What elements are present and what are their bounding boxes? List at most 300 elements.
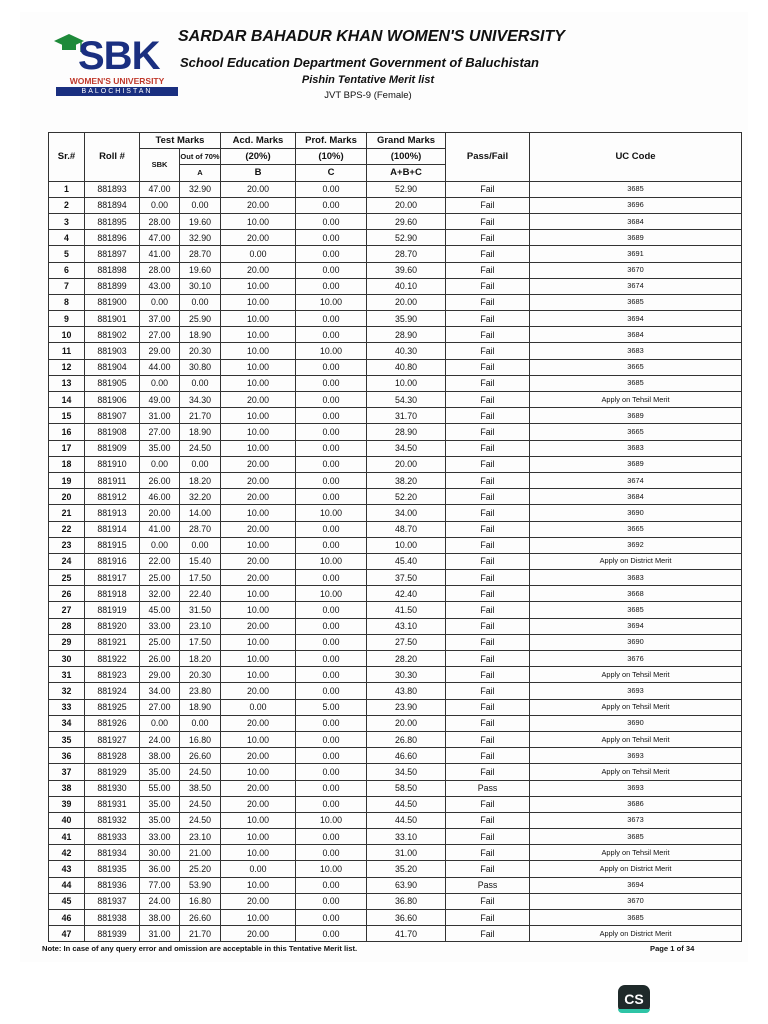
cell-grand: 58.50 bbox=[367, 780, 446, 796]
cell-prof: 10.00 bbox=[296, 812, 367, 828]
cell-sr: 37 bbox=[49, 764, 85, 780]
cell-prof: 0.00 bbox=[296, 715, 367, 731]
cell-prof: 0.00 bbox=[296, 893, 367, 909]
cell-roll: 881894 bbox=[85, 197, 140, 213]
cell-out-of-70: 21.70 bbox=[180, 408, 221, 424]
cell-grand: 37.50 bbox=[367, 570, 446, 586]
cell-sbk: 33.00 bbox=[140, 618, 180, 634]
cell-grand: 20.00 bbox=[367, 197, 446, 213]
cell-sbk: 0.00 bbox=[140, 715, 180, 731]
cell-roll: 881918 bbox=[85, 586, 140, 602]
cell-pass-fail: Fail bbox=[446, 570, 530, 586]
cell-prof: 0.00 bbox=[296, 618, 367, 634]
cell-acd: 20.00 bbox=[221, 456, 296, 472]
cell-sr: 47 bbox=[49, 926, 85, 942]
cell-pass-fail: Fail bbox=[446, 197, 530, 213]
cell-pass-fail: Fail bbox=[446, 327, 530, 343]
cell-sr: 40 bbox=[49, 812, 85, 828]
col-prof: Prof. Marks bbox=[296, 133, 367, 149]
cell-roll: 881914 bbox=[85, 521, 140, 537]
cell-acd: 20.00 bbox=[221, 683, 296, 699]
cell-prof: 0.00 bbox=[296, 748, 367, 764]
cell-prof: 0.00 bbox=[296, 246, 367, 262]
cell-sbk: 38.00 bbox=[140, 910, 180, 926]
cell-roll: 881904 bbox=[85, 359, 140, 375]
cell-grand: 43.10 bbox=[367, 618, 446, 634]
cell-grand: 39.60 bbox=[367, 262, 446, 278]
cell-roll: 881893 bbox=[85, 181, 140, 197]
cell-pass-fail: Fail bbox=[446, 602, 530, 618]
table-row bbox=[49, 553, 742, 569]
cell-sbk: 41.00 bbox=[140, 521, 180, 537]
cell-pass-fail: Fail bbox=[446, 294, 530, 310]
cell-sr: 24 bbox=[49, 553, 85, 569]
table-row bbox=[49, 812, 742, 828]
cell-sr: 15 bbox=[49, 408, 85, 424]
cell-acd: 20.00 bbox=[221, 618, 296, 634]
cell-uc-code: 3670 bbox=[530, 262, 742, 278]
cell-acd: 10.00 bbox=[221, 294, 296, 310]
cell-sr: 11 bbox=[49, 343, 85, 359]
cell-pass-fail: Fail bbox=[446, 618, 530, 634]
table-row bbox=[49, 521, 742, 537]
cell-pass-fail: Fail bbox=[446, 845, 530, 861]
table-row bbox=[49, 780, 742, 796]
cell-out-of-70: 32.20 bbox=[180, 489, 221, 505]
table-row bbox=[49, 489, 742, 505]
cell-acd: 20.00 bbox=[221, 197, 296, 213]
cell-acd: 10.00 bbox=[221, 602, 296, 618]
cell-pass-fail: Fail bbox=[446, 424, 530, 440]
cell-out-of-70: 23.80 bbox=[180, 683, 221, 699]
cell-roll: 881935 bbox=[85, 861, 140, 877]
camscanner-badge[interactable] bbox=[618, 985, 650, 1013]
cell-grand: 36.80 bbox=[367, 893, 446, 909]
cell-out-of-70: 28.70 bbox=[180, 246, 221, 262]
cell-sbk: 27.00 bbox=[140, 699, 180, 715]
cell-acd: 0.00 bbox=[221, 246, 296, 262]
cell-uc-code: 3685 bbox=[530, 602, 742, 618]
cell-roll: 881937 bbox=[85, 893, 140, 909]
cell-grand: 35.20 bbox=[367, 861, 446, 877]
cell-pass-fail: Fail bbox=[446, 553, 530, 569]
cell-out-of-70: 0.00 bbox=[180, 294, 221, 310]
cell-prof: 5.00 bbox=[296, 699, 367, 715]
cell-pass-fail: Pass bbox=[446, 877, 530, 893]
cell-roll: 881926 bbox=[85, 715, 140, 731]
cell-acd: 10.00 bbox=[221, 343, 296, 359]
cell-sbk: 28.00 bbox=[140, 213, 180, 229]
cell-grand: 63.90 bbox=[367, 877, 446, 893]
logo-band: BALOCHISTAN bbox=[56, 87, 178, 96]
col-abc: A+B+C bbox=[367, 165, 446, 181]
cell-prof: 0.00 bbox=[296, 408, 367, 424]
cell-prof: 10.00 bbox=[296, 586, 367, 602]
cell-prof: 0.00 bbox=[296, 634, 367, 650]
col-roll: Roll # bbox=[85, 133, 140, 182]
cell-grand: 28.90 bbox=[367, 327, 446, 343]
cell-acd: 0.00 bbox=[221, 861, 296, 877]
cell-roll: 881903 bbox=[85, 343, 140, 359]
cell-acd: 10.00 bbox=[221, 278, 296, 294]
cell-roll: 881925 bbox=[85, 699, 140, 715]
cell-sbk: 25.00 bbox=[140, 634, 180, 650]
cell-uc-code: 3690 bbox=[530, 634, 742, 650]
cell-acd: 20.00 bbox=[221, 521, 296, 537]
cell-sr: 29 bbox=[49, 634, 85, 650]
cell-roll: 881932 bbox=[85, 812, 140, 828]
cell-uc-code: 3686 bbox=[530, 796, 742, 812]
cell-acd: 20.00 bbox=[221, 748, 296, 764]
table-row bbox=[49, 359, 742, 375]
cell-pass-fail: Fail bbox=[446, 667, 530, 683]
table-row bbox=[49, 731, 742, 747]
col-acd: Acd. Marks bbox=[221, 133, 296, 149]
cell-acd: 10.00 bbox=[221, 764, 296, 780]
cell-uc-code: Apply on Tehsil Merit bbox=[530, 731, 742, 747]
table-row bbox=[49, 861, 742, 877]
cell-uc-code: 3685 bbox=[530, 910, 742, 926]
cell-grand: 45.40 bbox=[367, 553, 446, 569]
cell-sr: 35 bbox=[49, 731, 85, 747]
cell-uc-code: Apply on Tehsil Merit bbox=[530, 392, 742, 408]
col-out-of-70: Out of 70% bbox=[180, 149, 221, 165]
cell-out-of-70: 24.50 bbox=[180, 764, 221, 780]
cell-acd: 10.00 bbox=[221, 634, 296, 650]
cell-sr: 32 bbox=[49, 683, 85, 699]
table-row bbox=[49, 327, 742, 343]
col-a: A bbox=[180, 165, 221, 181]
cell-sr: 16 bbox=[49, 424, 85, 440]
cell-sr: 2 bbox=[49, 197, 85, 213]
cell-out-of-70: 25.20 bbox=[180, 861, 221, 877]
cell-out-of-70: 22.40 bbox=[180, 586, 221, 602]
table-row bbox=[49, 246, 742, 262]
cell-uc-code: 3693 bbox=[530, 748, 742, 764]
cell-roll: 881911 bbox=[85, 472, 140, 488]
cell-grand: 27.50 bbox=[367, 634, 446, 650]
cell-uc-code: 3685 bbox=[530, 375, 742, 391]
cell-sr: 6 bbox=[49, 262, 85, 278]
cell-sbk: 46.00 bbox=[140, 489, 180, 505]
table-row bbox=[49, 683, 742, 699]
cell-prof: 0.00 bbox=[296, 570, 367, 586]
cell-grand: 44.50 bbox=[367, 796, 446, 812]
cell-out-of-70: 38.50 bbox=[180, 780, 221, 796]
cell-sr: 43 bbox=[49, 861, 85, 877]
cell-sr: 19 bbox=[49, 472, 85, 488]
cell-prof: 0.00 bbox=[296, 359, 367, 375]
cell-uc-code: 3694 bbox=[530, 311, 742, 327]
table-row bbox=[49, 408, 742, 424]
cell-grand: 20.00 bbox=[367, 715, 446, 731]
cell-pass-fail: Fail bbox=[446, 683, 530, 699]
cell-sbk: 24.00 bbox=[140, 893, 180, 909]
cell-grand: 44.50 bbox=[367, 812, 446, 828]
cell-uc-code: Apply on District Merit bbox=[530, 553, 742, 569]
cell-sbk: 33.00 bbox=[140, 829, 180, 845]
cell-pass-fail: Fail bbox=[446, 213, 530, 229]
table-row bbox=[49, 278, 742, 294]
cell-grand: 28.20 bbox=[367, 651, 446, 667]
cell-pass-fail: Fail bbox=[446, 230, 530, 246]
cell-roll: 881923 bbox=[85, 667, 140, 683]
cell-acd: 10.00 bbox=[221, 877, 296, 893]
table-row bbox=[49, 893, 742, 909]
cell-uc-code: 3665 bbox=[530, 359, 742, 375]
cell-grand: 29.60 bbox=[367, 213, 446, 229]
cell-sbk: 22.00 bbox=[140, 553, 180, 569]
cell-uc-code: Apply on Tehsil Merit bbox=[530, 667, 742, 683]
cell-roll: 881900 bbox=[85, 294, 140, 310]
cell-prof: 10.00 bbox=[296, 553, 367, 569]
cell-sbk: 47.00 bbox=[140, 230, 180, 246]
table-row bbox=[49, 651, 742, 667]
cell-sbk: 35.00 bbox=[140, 812, 180, 828]
cell-uc-code: 3673 bbox=[530, 812, 742, 828]
table-row bbox=[49, 748, 742, 764]
cell-grand: 35.90 bbox=[367, 311, 446, 327]
cell-sbk: 31.00 bbox=[140, 926, 180, 942]
cell-out-of-70: 15.40 bbox=[180, 553, 221, 569]
cell-pass-fail: Fail bbox=[446, 634, 530, 650]
cell-grand: 34.50 bbox=[367, 764, 446, 780]
cell-prof: 0.00 bbox=[296, 731, 367, 747]
table-row bbox=[49, 424, 742, 440]
cell-grand: 20.00 bbox=[367, 294, 446, 310]
cell-prof: 0.00 bbox=[296, 521, 367, 537]
cell-out-of-70: 18.90 bbox=[180, 327, 221, 343]
cell-acd: 10.00 bbox=[221, 359, 296, 375]
cell-out-of-70: 28.70 bbox=[180, 521, 221, 537]
cell-sr: 23 bbox=[49, 537, 85, 553]
cell-roll: 881913 bbox=[85, 505, 140, 521]
cell-acd: 10.00 bbox=[221, 731, 296, 747]
cell-sr: 33 bbox=[49, 699, 85, 715]
cell-acd: 20.00 bbox=[221, 893, 296, 909]
cell-acd: 20.00 bbox=[221, 230, 296, 246]
cell-sr: 44 bbox=[49, 877, 85, 893]
cell-uc-code: 3690 bbox=[530, 715, 742, 731]
cell-uc-code: 3665 bbox=[530, 521, 742, 537]
cell-sbk: 29.00 bbox=[140, 667, 180, 683]
col-grand-pct: (100%) bbox=[367, 149, 446, 165]
col-acd-pct: (20%) bbox=[221, 149, 296, 165]
cell-uc-code: 3689 bbox=[530, 456, 742, 472]
cell-sbk: 0.00 bbox=[140, 197, 180, 213]
cell-roll: 881928 bbox=[85, 748, 140, 764]
cell-grand: 10.00 bbox=[367, 375, 446, 391]
cell-uc-code: 3684 bbox=[530, 489, 742, 505]
cell-grand: 33.10 bbox=[367, 829, 446, 845]
cell-uc-code: 3692 bbox=[530, 537, 742, 553]
cell-grand: 54.30 bbox=[367, 392, 446, 408]
table-row bbox=[49, 634, 742, 650]
cell-out-of-70: 26.60 bbox=[180, 910, 221, 926]
cell-acd: 10.00 bbox=[221, 440, 296, 456]
table-row bbox=[49, 877, 742, 893]
cell-sbk: 41.00 bbox=[140, 246, 180, 262]
cell-roll: 881927 bbox=[85, 731, 140, 747]
cell-roll: 881896 bbox=[85, 230, 140, 246]
cell-acd: 20.00 bbox=[221, 715, 296, 731]
cell-sbk: 0.00 bbox=[140, 537, 180, 553]
table-row bbox=[49, 764, 742, 780]
cell-prof: 0.00 bbox=[296, 489, 367, 505]
cell-grand: 52.90 bbox=[367, 181, 446, 197]
cell-sr: 34 bbox=[49, 715, 85, 731]
merit-rows bbox=[49, 181, 742, 942]
cell-grand: 48.70 bbox=[367, 521, 446, 537]
cell-acd: 10.00 bbox=[221, 408, 296, 424]
cell-roll: 881895 bbox=[85, 213, 140, 229]
cell-acd: 20.00 bbox=[221, 796, 296, 812]
cell-prof: 0.00 bbox=[296, 537, 367, 553]
cell-out-of-70: 18.20 bbox=[180, 472, 221, 488]
cell-uc-code: 3676 bbox=[530, 651, 742, 667]
cell-sbk: 43.00 bbox=[140, 278, 180, 294]
cell-acd: 10.00 bbox=[221, 311, 296, 327]
cell-grand: 40.30 bbox=[367, 343, 446, 359]
cell-roll: 881917 bbox=[85, 570, 140, 586]
cell-sr: 7 bbox=[49, 278, 85, 294]
logo-brand: SBK bbox=[78, 34, 160, 78]
cell-pass-fail: Fail bbox=[446, 392, 530, 408]
table-row bbox=[49, 699, 742, 715]
cell-roll: 881931 bbox=[85, 796, 140, 812]
cell-sr: 13 bbox=[49, 375, 85, 391]
cell-acd: 10.00 bbox=[221, 213, 296, 229]
cell-out-of-70: 0.00 bbox=[180, 537, 221, 553]
table-row bbox=[49, 715, 742, 731]
table-row bbox=[49, 537, 742, 553]
cell-prof: 0.00 bbox=[296, 213, 367, 229]
table-row bbox=[49, 230, 742, 246]
cell-roll: 881905 bbox=[85, 375, 140, 391]
cell-acd: 10.00 bbox=[221, 845, 296, 861]
cell-pass-fail: Fail bbox=[446, 796, 530, 812]
cell-out-of-70: 31.50 bbox=[180, 602, 221, 618]
cell-prof: 0.00 bbox=[296, 667, 367, 683]
col-sr: Sr.# bbox=[49, 133, 85, 182]
cell-sr: 41 bbox=[49, 829, 85, 845]
cell-pass-fail: Fail bbox=[446, 278, 530, 294]
table-row bbox=[49, 181, 742, 197]
table-row bbox=[49, 375, 742, 391]
cell-sbk: 27.00 bbox=[140, 327, 180, 343]
cell-uc-code: 3691 bbox=[530, 246, 742, 262]
cell-grand: 42.40 bbox=[367, 586, 446, 602]
cell-out-of-70: 0.00 bbox=[180, 375, 221, 391]
cell-pass-fail: Fail bbox=[446, 731, 530, 747]
col-b: B bbox=[221, 165, 296, 181]
table-row bbox=[49, 311, 742, 327]
cell-grand: 28.70 bbox=[367, 246, 446, 262]
merit-list-table bbox=[48, 132, 742, 942]
cell-sr: 22 bbox=[49, 521, 85, 537]
cell-sr: 14 bbox=[49, 392, 85, 408]
cell-acd: 10.00 bbox=[221, 667, 296, 683]
cell-roll: 881921 bbox=[85, 634, 140, 650]
cell-uc-code: Apply on Tehsil Merit bbox=[530, 764, 742, 780]
cell-out-of-70: 18.90 bbox=[180, 424, 221, 440]
cell-sr: 27 bbox=[49, 602, 85, 618]
cell-sr: 38 bbox=[49, 780, 85, 796]
list-title: Pishin Tentative Merit list bbox=[301, 74, 435, 86]
cell-out-of-70: 19.60 bbox=[180, 262, 221, 278]
cell-sr: 1 bbox=[49, 181, 85, 197]
cell-sbk: 27.00 bbox=[140, 424, 180, 440]
logo-subtitle: WOMEN'S UNIVERSITY bbox=[69, 76, 165, 86]
table-row bbox=[49, 910, 742, 926]
cell-sr: 45 bbox=[49, 893, 85, 909]
cell-sbk: 26.00 bbox=[140, 472, 180, 488]
cell-sr: 18 bbox=[49, 456, 85, 472]
cell-out-of-70: 21.00 bbox=[180, 845, 221, 861]
cell-prof: 0.00 bbox=[296, 424, 367, 440]
cell-pass-fail: Fail bbox=[446, 910, 530, 926]
cell-prof: 0.00 bbox=[296, 472, 367, 488]
cell-prof: 0.00 bbox=[296, 602, 367, 618]
cell-pass-fail: Fail bbox=[446, 456, 530, 472]
cell-grand: 41.70 bbox=[367, 926, 446, 942]
cell-grand: 46.60 bbox=[367, 748, 446, 764]
cell-sbk: 44.00 bbox=[140, 359, 180, 375]
cell-roll: 881936 bbox=[85, 877, 140, 893]
cell-sbk: 36.00 bbox=[140, 861, 180, 877]
table-row bbox=[49, 392, 742, 408]
table-row bbox=[49, 845, 742, 861]
cell-sbk: 20.00 bbox=[140, 505, 180, 521]
cell-pass-fail: Fail bbox=[446, 440, 530, 456]
cell-prof: 0.00 bbox=[296, 440, 367, 456]
table-row bbox=[49, 618, 742, 634]
cell-sr: 28 bbox=[49, 618, 85, 634]
cell-prof: 0.00 bbox=[296, 829, 367, 845]
cell-prof: 0.00 bbox=[296, 780, 367, 796]
cell-uc-code: Apply on District Merit bbox=[530, 926, 742, 942]
table-row bbox=[49, 570, 742, 586]
cell-grand: 31.00 bbox=[367, 845, 446, 861]
cell-out-of-70: 30.80 bbox=[180, 359, 221, 375]
cell-sr: 25 bbox=[49, 570, 85, 586]
cell-roll: 881906 bbox=[85, 392, 140, 408]
cell-sbk: 55.00 bbox=[140, 780, 180, 796]
cell-pass-fail: Fail bbox=[446, 375, 530, 391]
cell-uc-code: 3690 bbox=[530, 505, 742, 521]
cell-roll: 881929 bbox=[85, 764, 140, 780]
cell-out-of-70: 19.60 bbox=[180, 213, 221, 229]
table-row bbox=[49, 262, 742, 278]
cell-pass-fail: Fail bbox=[446, 812, 530, 828]
cell-sr: 36 bbox=[49, 748, 85, 764]
cell-roll: 881901 bbox=[85, 311, 140, 327]
cell-out-of-70: 17.50 bbox=[180, 570, 221, 586]
cell-prof: 0.00 bbox=[296, 327, 367, 343]
table-row bbox=[49, 197, 742, 213]
cell-out-of-70: 32.90 bbox=[180, 181, 221, 197]
cell-pass-fail: Fail bbox=[446, 651, 530, 667]
cell-pass-fail: Fail bbox=[446, 489, 530, 505]
cell-roll: 881922 bbox=[85, 651, 140, 667]
cell-out-of-70: 18.20 bbox=[180, 651, 221, 667]
cell-sr: 12 bbox=[49, 359, 85, 375]
cell-out-of-70: 23.10 bbox=[180, 829, 221, 845]
sbk-logo bbox=[54, 26, 180, 106]
cell-grand: 40.10 bbox=[367, 278, 446, 294]
cell-out-of-70: 53.90 bbox=[180, 877, 221, 893]
cell-roll: 881924 bbox=[85, 683, 140, 699]
